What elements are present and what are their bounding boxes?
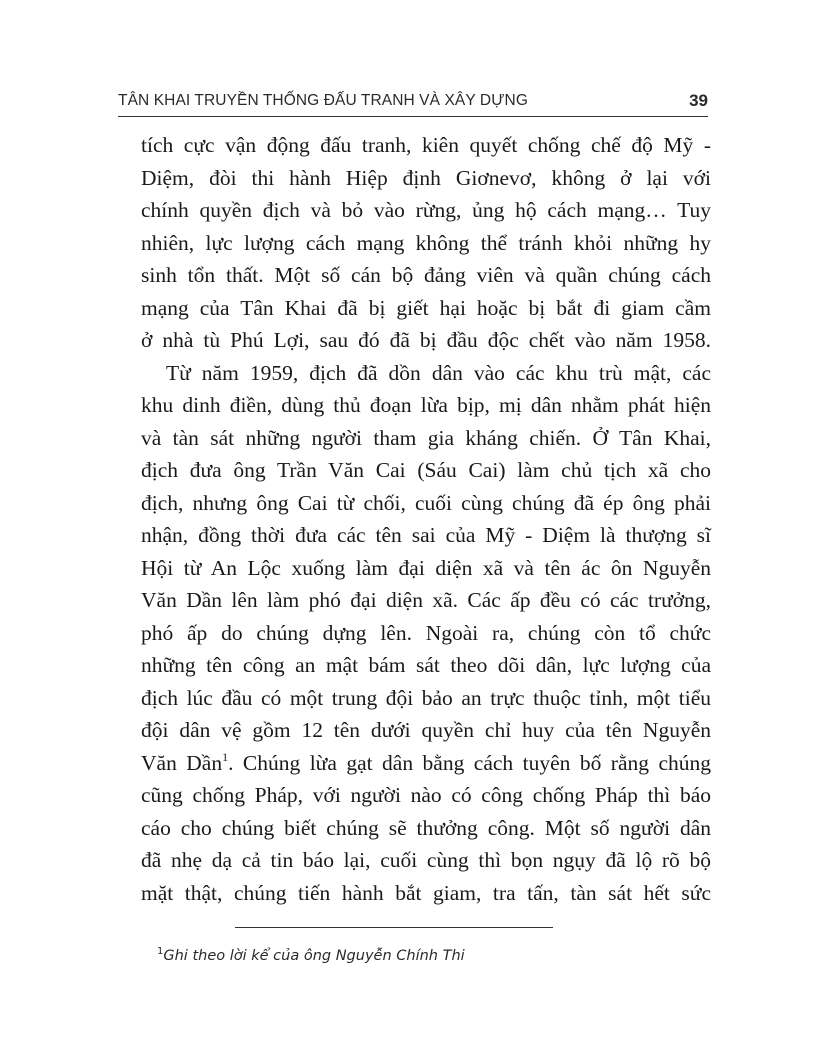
text-line: địch, nhưng ông Cai từ chối, cuối cùng chúng đã ép ông phải [141,490,711,515]
ref-line-end: . Chúng lừa gạt dân bằng cách tuyên bố rằng chúng [228,750,711,775]
footnote-reference[interactable]: 1 [222,749,229,764]
text-line: Văn Dần lên làm phó đại diện xã. Các ấp đều có các trưởng, [141,588,711,612]
text-line: mạng của Tân Khai đã bị giết hại hoặc bị bắt đi giam cầm [141,295,711,320]
running-header [118,90,708,114]
header-title: TÂN KHAI TRUYỀN THỐNG ĐẤU TRANH VÀ XÂY DỰNG [118,92,528,109]
text-line: tích cực vận động đấu tranh, kiên quyết chống chế độ Mỹ - [141,133,711,157]
text-line: mặt thật, chúng tiến hành bắt giam, tra tấn, tàn sát hết sức [141,880,711,905]
text-line: cũng chống Pháp, với người nào có công chống Pháp thì báo [141,783,711,807]
text-line: cáo cho chúng biết chúng sẽ thưởng công. Một số người dân [141,815,711,840]
paragraph-1 [141,129,711,357]
footnote-divider [235,927,553,928]
text-line: những tên công an mật bám sát theo dõi dân, lực lượng của [141,653,711,677]
footnote [157,948,465,964]
header-divider [118,116,708,117]
text-line: chính quyền địch và bỏ vào rừng, ủng hộ cách mạng… Tuy [141,198,711,222]
text-line: Hội từ An Lộc xuống làm đại diện xã và tên ác ôn Nguyễn [141,555,711,580]
body-text [141,129,711,909]
text-line: sinh tổn thất. Một số cán bộ đảng viên và quần chúng cách [141,263,711,287]
footnote-text: Ghi theo lời kể của ông Nguyễn Chính Thi [163,948,465,964]
text-line: Từ năm 1959, địch đã dồn dân vào các khu trù mật, các [166,360,711,385]
text-line: đội dân vệ gồm 12 tên dưới quyền chỉ huy của tên Nguyễn [141,718,711,742]
text-line: địch lúc đầu có một trung đội bảo an trực thuộc tỉnh, một tiểu [141,685,711,710]
text-line: nhiên, lực lượng cách mạng không thể tránh khỏi những hy [141,230,711,255]
text-line: và tàn sát những người tham gia kháng chiến. Ở Tân Khai, [141,425,711,450]
text-line: đã nhẹ dạ cả tin báo lại, cuối cùng thì bọn ngụy đã lộ rõ bộ [141,848,711,872]
page-number: 39 [689,91,708,110]
text-line: ở nhà tù Phú Lợi, sau đó đã bị đầu độc chết vào năm 1958. [141,328,711,352]
text-line: Diệm, đòi thi hành Hiệp định Giơnevơ, không ở lại với [141,165,711,190]
text-line-with-footnote-ref [141,747,711,780]
paragraph-2 [141,357,711,910]
text-line: nhận, đồng thời đưa các tên sai của Mỹ - Diệm là thượng sĩ [141,523,711,547]
footnote-marker: 1 [157,946,164,957]
text-line: khu dinh điền, dùng thủ đoạn lừa bịp, mị dân nhằm phát hiện [141,393,711,417]
text-line: địch đưa ông Trần Văn Cai (Sáu Cai) làm chủ tịch xã cho [141,458,711,482]
ref-line-start: Văn Dần [141,750,223,775]
text-line: phó ấp do chúng dựng lên. Ngoài ra, chúng còn tổ chức [141,620,711,645]
